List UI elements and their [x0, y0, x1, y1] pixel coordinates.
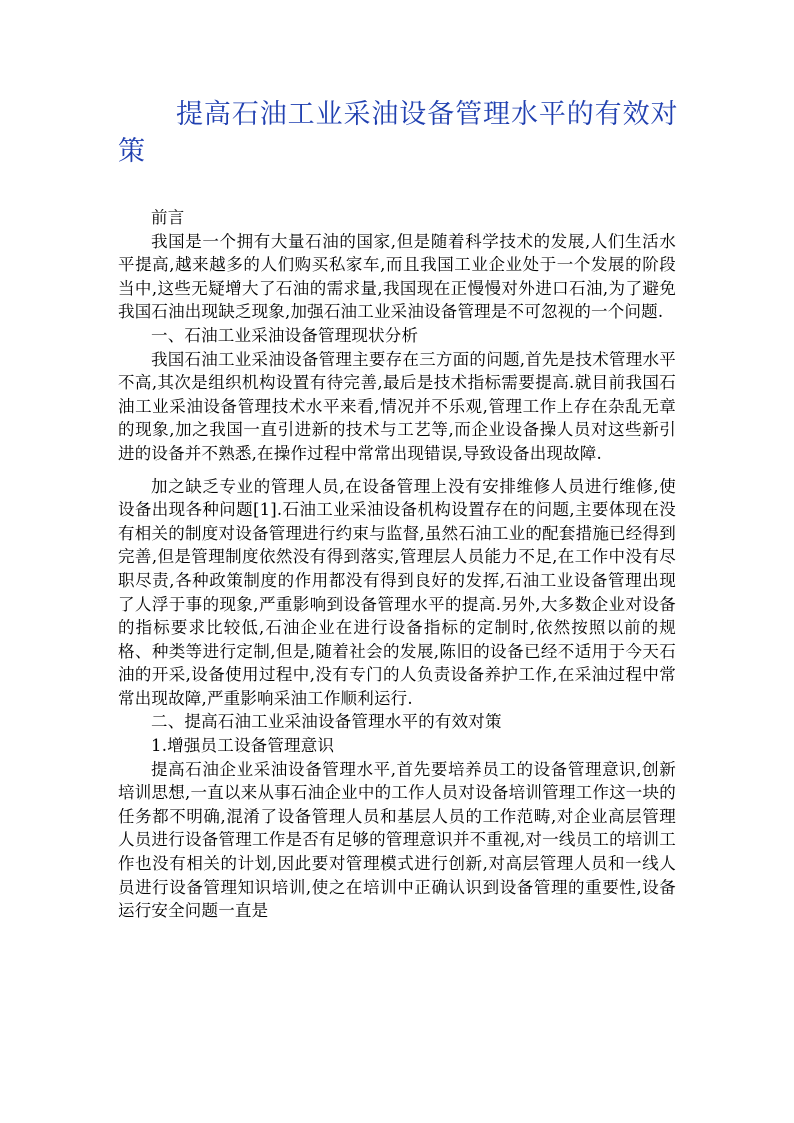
section-preface-heading: 前言 — [151, 208, 185, 227]
subsection-heading-1: 1.增强员工设备管理意识 — [151, 736, 335, 756]
section-heading-2: 二、提高石油工业采油设备管理水平的有效对策 — [151, 712, 502, 732]
section-heading-1: 一、石油工业采油设备管理现状分析 — [151, 325, 419, 345]
document-title: 提高石油工业采油设备管理水平的有效对策 — [118, 99, 678, 167]
paragraph-intro: 我国是一个拥有大量石油的国家,但是随着科学技术的发展,人们生活水平提高,越来越多的人们购买私家车,而且我国工业企业处于一个发展的阶段当中,这些无疑增大了石油的需求量,我国现在正慢慢对外进口石油,为了避免我国石油出现缺乏现象,加强石油工业采油设备管理是不可忽视的一个问题. — [118, 231, 676, 322]
paragraph-status-analysis: 我国石油工业采油设备管理主要存在三方面的问题,首先是技术管理水平不高,其次是组织机构设置有待完善,最后是技术指标需要提高.就目前我国石油工业采油设备管理技术水平来看,情况并不乐观,管理工作上存在杂乱无章的现象,加之我国一直引进新的技术与工艺等,而企业设备操人员对这些新引进的设备并不熟悉,在操作过程中常常出现错误,导致设备出现故障. — [118, 349, 676, 463]
paragraph-employee-awareness: 提高石油企业采油设备管理水平,首先要培养员工的设备管理意识,创新培训思想,一直以来从事石油企业中的工作人员对设备培训管理工作这一块的任务都不明确,混淆了设备管理人员和基层人员的工作范畴,对企业高层管理人员进行设备管理工作是否有足够的管理意识并不重视,对一线员工的培训工作也没有相关的计划,因此要对管理模式进行创新,对高层管理人员和一线人员进行设备管理知识培训,使之在培训中正确认识到设备管理的重要性,设备运行安全问题一直是 — [118, 759, 676, 921]
paragraph-management-issues: 加之缺乏专业的管理人员,在设备管理上没有安排维修人员进行维修,使设备出现各种问题[1].石油工业采油设备机构设置存在的问题,主要体现在没有相关的制度对设备管理进行约束与监督,虽然石油工业的配套措施已经得到完善,但是管理制度依然没有得到落实,管理层人员能力不足,在工作中没有尽职尽责,各种政策制度的作用都没有得到良好的发挥,石油工业设备管理出现了人浮于事的现象,严重影响到设备管理水平的提高.另外,大多数企业对设备的指标要求比较低,石油企业在进行设备指标的定制时,依然按照以前的规格、种类等进行定制,但是,随着社会的发展,陈旧的设备已经不适用于今天石油的开采,设备使用过程中,没有专门的人负责设备养护工作,在采油过程中常常出现故障,严重影响采油工作顺利运行. — [118, 476, 676, 708]
document-body — [118, 206, 676, 923]
